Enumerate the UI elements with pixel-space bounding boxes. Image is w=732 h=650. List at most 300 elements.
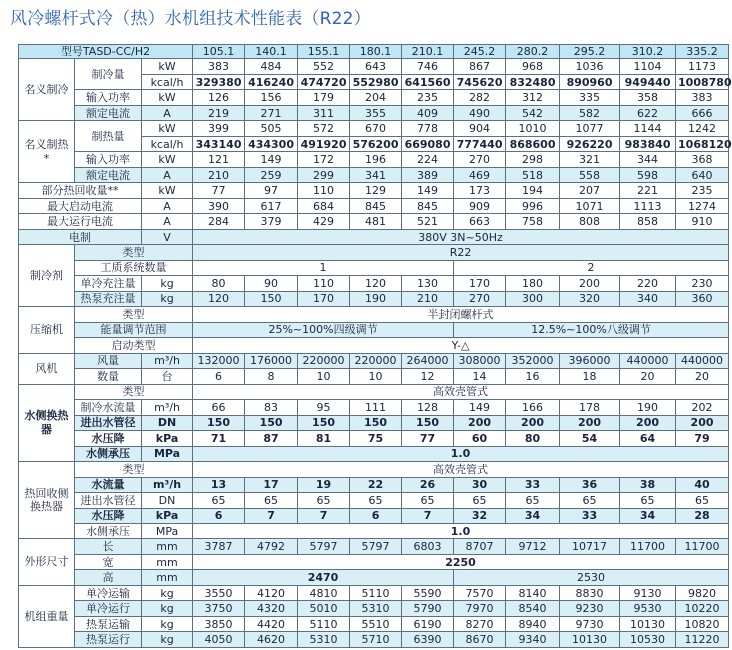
heating-current-2: 259 [245,167,298,182]
refrigerant-heat-charge-5: 210 [402,291,454,306]
cooling-capacity-kcal-3: 474720 [298,74,350,89]
run-current-6: 663 [454,214,506,229]
start-current-4: 845 [350,198,402,213]
cooling-current-9: 622 [620,105,676,120]
fan-count-8: 18 [560,369,620,384]
weights-cool-run-7: 8540 [506,601,560,616]
table-row [19,152,729,167]
heating-capacity-unit-kcal: kcal/h [142,136,193,151]
water-hx-pipe-7: 200 [506,415,560,430]
weights-heat-ship-6: 8270 [454,616,506,631]
weights-cool-ship-8: 8830 [560,585,620,600]
table-row [19,616,729,631]
recovery-hx-pressure-label: 水侧承压 [75,523,142,538]
recovery-hx-pipe-8: 65 [560,493,620,508]
heating-capacity-unit-kw: kW [142,121,193,136]
weights-cool-run-1: 3750 [193,601,245,616]
heating-power-1: 121 [193,152,245,167]
run-current-10: 910 [676,214,729,229]
heat-recovery-7: 194 [506,183,560,198]
start-current-1: 390 [193,198,245,213]
water-hx-drop-label: 水压降 [75,431,142,446]
recovery-hx-drop-5: 7 [402,508,454,523]
recovery-hx-drop-8: 33 [560,508,620,523]
compressor-type-value: 半封闭螺杆式 [193,307,729,322]
cooling-capacity-label: 制冷量 [75,59,142,90]
fan-group-cell: 风机 [19,353,75,384]
cooling-capacity-kcal-7: 832480 [506,74,560,89]
cooling-capacity-kcal-1: 329380 [193,74,245,89]
weights-heat-ship-label: 热泵运输 [75,616,142,631]
compressor-group-cell: 压缩机 [19,307,75,353]
water-hx-pipe-8: 200 [560,415,620,430]
water-hx-type-label: 类型 [75,384,193,399]
table-row [19,121,729,136]
heating-capacity-kw-4: 670 [350,121,402,136]
table-row [19,198,729,213]
water-hx-flow-7: 166 [506,400,560,415]
compressor-capacity-a: 25%~100%四级调节 [193,322,454,337]
fan-airflow-8: 396000 [560,353,620,368]
heating-power-unit: kW [142,152,193,167]
heating-current-6: 469 [454,167,506,182]
heating-current-10: 640 [676,167,729,182]
recovery-hx-drop-7: 34 [506,508,560,523]
dimensions-length-3: 5797 [298,539,350,554]
start-current-7: 996 [506,198,560,213]
run-current-4: 481 [350,214,402,229]
table-row [19,90,729,105]
table-row [19,291,729,306]
cooling-power-9: 358 [620,90,676,105]
table-row [19,384,729,399]
cooling-current-6: 490 [454,105,506,120]
heating-current-4: 341 [350,167,402,182]
weights-cool-run-9: 9530 [620,601,676,616]
water-hx-pipe-2: 150 [245,415,298,430]
heating-power-5: 224 [402,152,454,167]
refrigerant-cool-charge-6: 170 [454,276,506,291]
fan-airflow-9: 440000 [620,353,676,368]
weights-heat-ship-2: 4420 [245,616,298,631]
table-row [19,260,729,275]
water-hx-drop-1: 71 [193,431,245,446]
start-current-9: 1113 [620,198,676,213]
table-row [19,400,729,415]
cooling-power-4: 204 [350,90,402,105]
recovery-hx-pipe-unit: DN [142,493,193,508]
weights-cool-ship-2: 4120 [245,585,298,600]
cooling-capacity-kcal-2: 416240 [245,74,298,89]
water-hx-drop-7: 80 [506,431,560,446]
model-cell-10: 335.2 [676,45,729,59]
weights-heat-ship-5: 6190 [402,616,454,631]
heating-capacity-kcal-9: 983840 [620,136,676,151]
dimensions-group-cell: 外形尺寸 [19,539,75,585]
fan-count-1: 6 [193,369,245,384]
cooling-capacity-kcal-8: 890960 [560,74,620,89]
weights-heat-run-9: 10530 [620,632,676,648]
weights-heat-ship-9: 10130 [620,616,676,631]
dimensions-height-a: 2470 [193,570,454,585]
model-cell-7: 280.2 [506,45,560,59]
refrigerant-heat-charge-label: 热泵充注量 [75,291,142,306]
weights-cool-ship-6: 7570 [454,585,506,600]
weights-cool-run-4: 5310 [350,601,402,616]
cooling-current-2: 271 [245,105,298,120]
fan-airflow-4: 220000 [350,353,402,368]
recovery-hx-pipe-1: 65 [193,493,245,508]
weights-cool-ship-unit: kg [142,585,193,600]
table-row [19,322,729,337]
table-row [19,431,729,446]
weights-cool-ship-3: 4810 [298,585,350,600]
water-hx-drop-6: 60 [454,431,506,446]
weights-cool-run-2: 4320 [245,601,298,616]
recovery-hx-drop-10: 28 [676,508,729,523]
heating-power-8: 321 [560,152,620,167]
recovery-hx-pipe-5: 65 [402,493,454,508]
power-supply-label: 电制 [19,229,142,244]
table-row [19,59,729,74]
dimensions-height-label: 高 [75,570,142,585]
table-row [19,183,729,198]
model-cell-9: 310.2 [620,45,676,59]
dimensions-width-value: 2250 [193,554,729,569]
cooling-group-cell: 名义制冷 [19,59,75,121]
run-current-2: 379 [245,214,298,229]
heating-capacity-kw-10: 1242 [676,121,729,136]
fan-airflow-6: 308000 [454,353,506,368]
recovery-hx-flow-9: 38 [620,477,676,492]
recovery-hx-drop-2: 7 [245,508,298,523]
recovery-hx-pipe-6: 65 [454,493,506,508]
table-row [19,601,729,616]
recovery-hx-pipe-3: 65 [298,493,350,508]
weights-heat-run-6: 8670 [454,632,506,648]
recovery-hx-flow-unit: m³/h [142,477,193,492]
refrigerant-cool-charge-1: 80 [193,276,245,291]
refrigerant-circuits-label: 工质系统数量 [75,260,193,275]
refrigerant-cool-charge-9: 220 [620,276,676,291]
recovery-hx-drop-1: 6 [193,508,245,523]
heating-current-label: 额定电流 [75,167,142,182]
table-row [19,214,729,229]
refrigerant-type-label: 类型 [75,245,193,260]
table-row [19,415,729,430]
table-row [19,307,729,322]
dimensions-width-label: 宽 [75,554,142,569]
refrigerant-cool-charge-10: 230 [676,276,729,291]
refrigerant-heat-charge-7: 300 [506,291,560,306]
refrigerant-heat-charge-3: 170 [298,291,350,306]
recovery-hx-flow-3: 19 [298,477,350,492]
fan-count-10: 20 [676,369,729,384]
cooling-capacity-kw-5: 746 [402,59,454,74]
fan-count-5: 12 [402,369,454,384]
refrigerant-cool-charge-label: 单冷充注量 [75,276,142,291]
cooling-capacity-kcal-5: 641560 [402,74,454,89]
run-current-unit: A [142,214,193,229]
water-hx-drop-4: 75 [350,431,402,446]
fan-airflow-1: 132000 [193,353,245,368]
dimensions-length-2: 4792 [245,539,298,554]
cooling-current-5: 409 [402,105,454,120]
heating-power-2: 149 [245,152,298,167]
cooling-capacity-unit-kcal: kcal/h [142,74,193,89]
heating-capacity-kw-8: 1077 [560,121,620,136]
weights-cool-run-unit: kg [142,601,193,616]
cooling-capacity-kw-3: 552 [298,59,350,74]
weights-heat-run-1: 4050 [193,632,245,648]
heating-capacity-kw-7: 1010 [506,121,560,136]
water-hx-flow-9: 190 [620,400,676,415]
refrigerant-circuits-b: 2 [454,260,729,275]
weights-heat-run-5: 6390 [402,632,454,648]
water-hx-pressure-unit: MPa [142,446,193,461]
cooling-capacity-kw-4: 643 [350,59,402,74]
recovery-hx-flow-8: 36 [560,477,620,492]
cooling-capacity-kw-2: 484 [245,59,298,74]
heating-capacity-kcal-6: 777440 [454,136,506,151]
refrigerant-heat-charge-4: 190 [350,291,402,306]
cooling-power-6: 282 [454,90,506,105]
model-cell-1: 105.1 [193,45,245,59]
water-hx-drop-10: 79 [676,431,729,446]
cooling-capacity-kw-6: 867 [454,59,506,74]
water-hx-pipe-3: 150 [298,415,350,430]
weights-group-cell: 机组重量 [19,585,75,647]
cooling-current-1: 219 [193,105,245,120]
heating-power-7: 298 [506,152,560,167]
weights-heat-run-unit: kg [142,632,193,648]
water-hx-pipe-10: 200 [676,415,729,430]
water-hx-type-value: 高效壳管式 [193,384,729,399]
weights-cool-run-label: 单冷运行 [75,601,142,616]
dimensions-length-7: 9712 [506,539,560,554]
fan-airflow-3: 220000 [298,353,350,368]
table-row [19,353,729,368]
water-hx-pipe-1: 150 [193,415,245,430]
weights-cool-ship-4: 5110 [350,585,402,600]
recovery-hx-type-label: 类型 [75,462,193,477]
recovery-hx-group-cell: 热回收侧换热器 [19,462,75,539]
cooling-capacity-kw-1: 383 [193,59,245,74]
cooling-capacity-unit-kw: kW [142,59,193,74]
heating-power-3: 172 [298,152,350,167]
dimensions-width-unit: mm [142,554,193,569]
recovery-hx-pressure-value: 1.0 [193,523,729,538]
heat-recovery-5: 149 [402,183,454,198]
fan-count-9: 20 [620,369,676,384]
weights-heat-run-8: 10130 [560,632,620,648]
dimensions-length-unit: mm [142,539,193,554]
weights-cool-ship-10: 9820 [676,585,729,600]
heat-recovery-unit: kW [142,183,193,198]
recovery-hx-drop-4: 6 [350,508,402,523]
cooling-current-3: 311 [298,105,350,120]
weights-cool-ship-label: 单冷运输 [75,585,142,600]
water-hx-drop-3: 81 [298,431,350,446]
heat-recovery-6: 173 [454,183,506,198]
cooling-power-8: 335 [560,90,620,105]
weights-cool-ship-5: 5590 [402,585,454,600]
cooling-capacity-kcal-10: 1008780 [676,74,729,89]
model-cell-6: 245.2 [454,45,506,59]
recovery-hx-drop-label: 水压降 [75,508,142,523]
start-current-10: 1274 [676,198,729,213]
heating-current-9: 598 [620,167,676,182]
dimensions-height-unit: mm [142,570,193,585]
recovery-hx-pipe-9: 65 [620,493,676,508]
recovery-hx-flow-4: 22 [350,477,402,492]
refrigerant-group-cell: 制冷剂 [19,245,75,307]
run-current-7: 758 [506,214,560,229]
refrigerant-heat-charge-8: 320 [560,291,620,306]
refrigerant-heat-charge-10: 360 [676,291,729,306]
recovery-hx-pipe-4: 65 [350,493,402,508]
water-hx-drop-5: 77 [402,431,454,446]
dimensions-length-label: 长 [75,539,142,554]
table-row [19,105,729,120]
weights-cool-ship-7: 8140 [506,585,560,600]
model-cell-5: 210.1 [402,45,454,59]
run-current-9: 858 [620,214,676,229]
heating-current-unit: A [142,167,193,182]
weights-cool-run-5: 5790 [402,601,454,616]
cooling-current-label: 额定电流 [75,105,142,120]
table-row [19,554,729,569]
fan-count-7: 16 [506,369,560,384]
dimensions-length-9: 11700 [620,539,676,554]
water-hx-pipe-9: 200 [620,415,676,430]
heating-capacity-kw-1: 399 [193,121,245,136]
weights-heat-run-3: 5310 [298,632,350,648]
water-hx-drop-9: 64 [620,431,676,446]
water-hx-flow-8: 178 [560,400,620,415]
water-hx-pipe-label: 进出水管径 [75,415,142,430]
cooling-power-2: 156 [245,90,298,105]
cooling-power-5: 235 [402,90,454,105]
weights-cool-ship-9: 9130 [620,585,676,600]
recovery-hx-flow-label: 水流量 [75,477,142,492]
water-hx-pipe-6: 200 [454,415,506,430]
table-row [19,539,729,554]
refrigerant-heat-charge-9: 340 [620,291,676,306]
heating-group-mark: * [43,151,50,165]
water-hx-pressure-value: 1.0 [193,446,729,461]
run-current-3: 429 [298,214,350,229]
weights-heat-ship-7: 8940 [506,616,560,631]
heating-capacity-kw-6: 904 [454,121,506,136]
fan-count-label: 数量 [75,369,142,384]
table-row [19,585,729,600]
water-hx-flow-6: 149 [454,400,506,415]
model-cell-2: 140.1 [245,45,298,59]
table-row [19,167,729,182]
water-hx-drop-2: 87 [245,431,298,446]
heating-capacity-kcal-2: 434300 [245,136,298,151]
run-current-5: 521 [402,214,454,229]
weights-cool-run-8: 9230 [560,601,620,616]
water-hx-flow-1: 66 [193,400,245,415]
start-current-label: 最大启动电流 [19,198,142,213]
recovery-hx-flow-2: 17 [245,477,298,492]
water-hx-flow-4: 111 [350,400,402,415]
refrigerant-cool-charge-unit: kg [142,276,193,291]
recovery-hx-pipe-2: 65 [245,493,298,508]
refrigerant-heat-charge-unit: kg [142,291,193,306]
fan-count-unit: 台 [142,369,193,384]
recovery-hx-drop-3: 7 [298,508,350,523]
table-row [19,493,729,508]
weights-heat-ship-4: 5510 [350,616,402,631]
cooling-current-10: 666 [676,105,729,120]
cooling-capacity-kcal-4: 552980 [350,74,402,89]
cooling-current-7: 542 [506,105,560,120]
fan-count-3: 10 [298,369,350,384]
weights-cool-run-10: 10220 [676,601,729,616]
heating-capacity-kcal-1: 343140 [193,136,245,151]
cooling-power-label: 输入功率 [75,90,142,105]
fan-airflow-10: 440000 [676,353,729,368]
refrigerant-type-value: R22 [193,245,729,260]
heating-capacity-kw-2: 505 [245,121,298,136]
dimensions-length-6: 8707 [454,539,506,554]
fan-count-6: 14 [454,369,506,384]
heating-capacity-kw-5: 778 [402,121,454,136]
table-row [19,245,729,260]
start-current-5: 845 [402,198,454,213]
heating-group-label: 名义制热 [24,138,69,152]
heat-recovery-9: 221 [620,183,676,198]
heating-capacity-kcal-7: 868600 [506,136,560,151]
cooling-capacity-kw-9: 1104 [620,59,676,74]
table-row [19,462,729,477]
water-hx-flow-label: 制冷水流量 [75,400,142,415]
recovery-hx-drop-9: 34 [620,508,676,523]
heating-power-label: 输入功率 [75,152,142,167]
heating-capacity-label: 制热量 [75,121,142,152]
table-row [19,338,729,353]
refrigerant-cool-charge-2: 90 [245,276,298,291]
heating-current-8: 558 [560,167,620,182]
model-cell-3: 155.1 [298,45,350,59]
compressor-start-value: Y-△ [193,338,729,353]
weights-cool-run-6: 7970 [454,601,506,616]
table-row [19,523,729,538]
table-row [19,508,729,523]
cooling-capacity-kcal-9: 949440 [620,74,676,89]
table-row [19,229,729,244]
cooling-current-8: 582 [560,105,620,120]
weights-heat-run-2: 4620 [245,632,298,648]
recovery-hx-drop-6: 32 [454,508,506,523]
start-current-8: 1071 [560,198,620,213]
recovery-hx-flow-7: 33 [506,477,560,492]
model-label-cell: 型号TASD-CC/H2 [19,45,193,59]
table-row [19,632,729,648]
compressor-start-label: 启动类型 [75,338,193,353]
fan-count-2: 8 [245,369,298,384]
fan-airflow-unit: m³/h [142,353,193,368]
dimensions-length-1: 3787 [193,539,245,554]
heating-power-6: 270 [454,152,506,167]
weights-heat-run-10: 11220 [676,632,729,648]
heat-recovery-10: 235 [676,183,729,198]
start-current-3: 684 [298,198,350,213]
page-title: 风冷螺杆式冷（热）水机组技术性能表（R22） [10,9,371,29]
